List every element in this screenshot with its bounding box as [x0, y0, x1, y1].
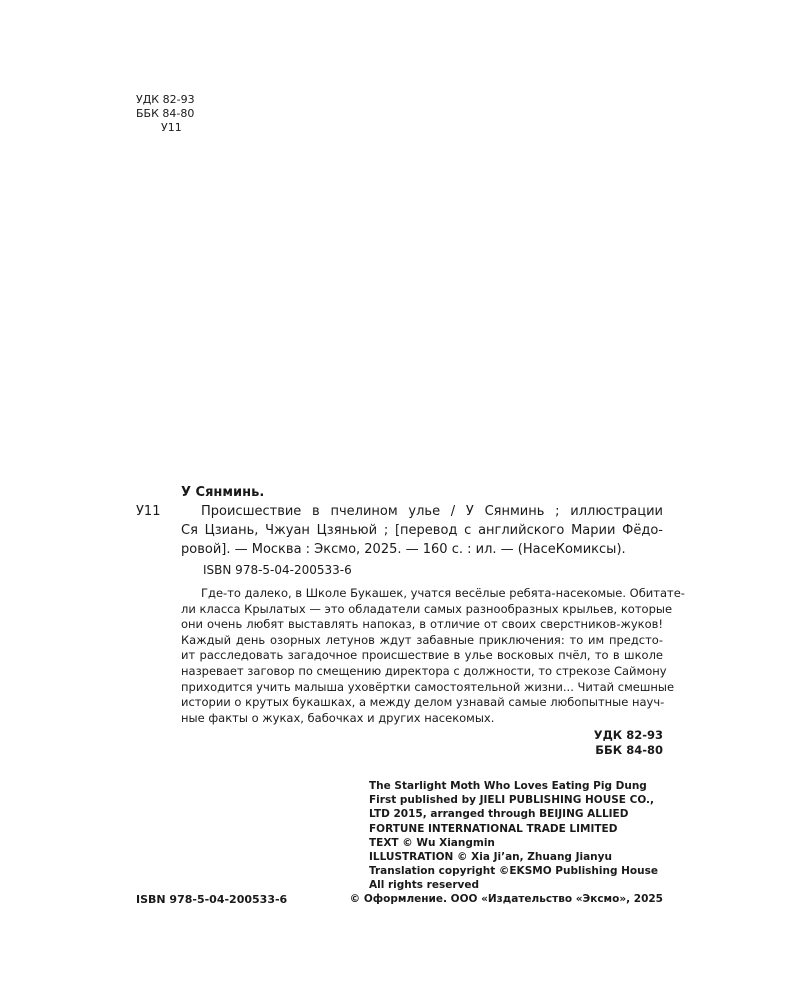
copyright-line: The Starlight Moth Who Loves Eating Pig Dung — [369, 780, 647, 792]
biblio-line: Происшествие в пчелином улье / У Сянминь ; иллюстрации — [201, 504, 663, 519]
annotation-line: ные факты о жуках, бабочках и других насекомых. — [181, 710, 495, 725]
biblio-line: ровой]. — Москва : Эксмо, 2025. — 160 с. : ил. — (НасеКомиксы). — [181, 542, 626, 557]
bbk-code: ББК 84-80 — [595, 743, 663, 757]
annotation-line: ит расследовать загадочное происшествие в улье восковых пчёл, то в школе — [181, 648, 663, 663]
biblio-line: Ся Цзиань, Чжуан Цзяньюй ; [перевод с английского Марии Фёдо- — [181, 523, 663, 538]
annotation-line: истории о крутых букашках, а между делом узнавай самые любопытные науч- — [181, 695, 665, 710]
annotation-line: Где-то далеко, в Школе Букашек, учатся весёлые ребята-насекомые. Обитате- — [201, 586, 685, 600]
annotation-line: они очень любят выставлять напоказ, в отличие от своих сверстников-жуков! — [181, 617, 663, 632]
top-classification-codes — [136, 93, 195, 135]
annotation-line: приходится учить малыша уховёртки самостоятельной жизни... Читай смешные — [181, 679, 675, 694]
entry-isbn: ISBN 978-5-04-200533-6 — [203, 563, 352, 577]
annotation — [181, 586, 685, 726]
copyright-block — [369, 779, 658, 893]
footer-isbn: ISBN 978-5-04-200533-6 — [136, 893, 288, 906]
copyright-line: FORTUNE INTERNATIONAL TRADE LIMITED — [369, 822, 618, 835]
copyright-line: Translation copyright ©EKSMO Publishing House — [369, 865, 658, 878]
copyright-line: First published by JIELI PUBLISHING HOUSE CO., — [369, 794, 655, 807]
udk-code: УДК 82-93 — [136, 93, 195, 106]
annotation-line: Каждый день озорных летунов ждут забавные приключения: то им предсто- — [181, 632, 663, 647]
annotation-line: ли класса Крылатых — это обладатели самых разнообразных крыльев, которые — [181, 601, 673, 616]
author-mark: У11 — [161, 121, 182, 134]
footer-design-copyright: © Оформление. ООО «Издательство «Эксмо», 2025 — [349, 893, 663, 905]
author-sign: У11 — [136, 504, 161, 519]
copyright-line: TEXT © Wu Xiangmin — [369, 836, 495, 849]
bbk-code: ББК 84-80 — [136, 107, 195, 120]
udk-code: УДК 82-93 — [593, 728, 663, 742]
copyright-line: All rights reserved — [369, 879, 480, 892]
copyright-line: ILLUSTRATION © Xia Ji’an, Zhuang Jianyu — [369, 851, 612, 864]
bibliographic-description — [181, 502, 663, 559]
author-heading: У Сянминь. — [181, 485, 265, 500]
annotation-line: назревает заговор по смещению директора с должности, то стрекозе Саймону — [181, 663, 667, 678]
right-classification-codes — [594, 728, 663, 758]
copyright-line: LTD 2015, arranged through BEIJING ALLIED — [369, 808, 629, 821]
